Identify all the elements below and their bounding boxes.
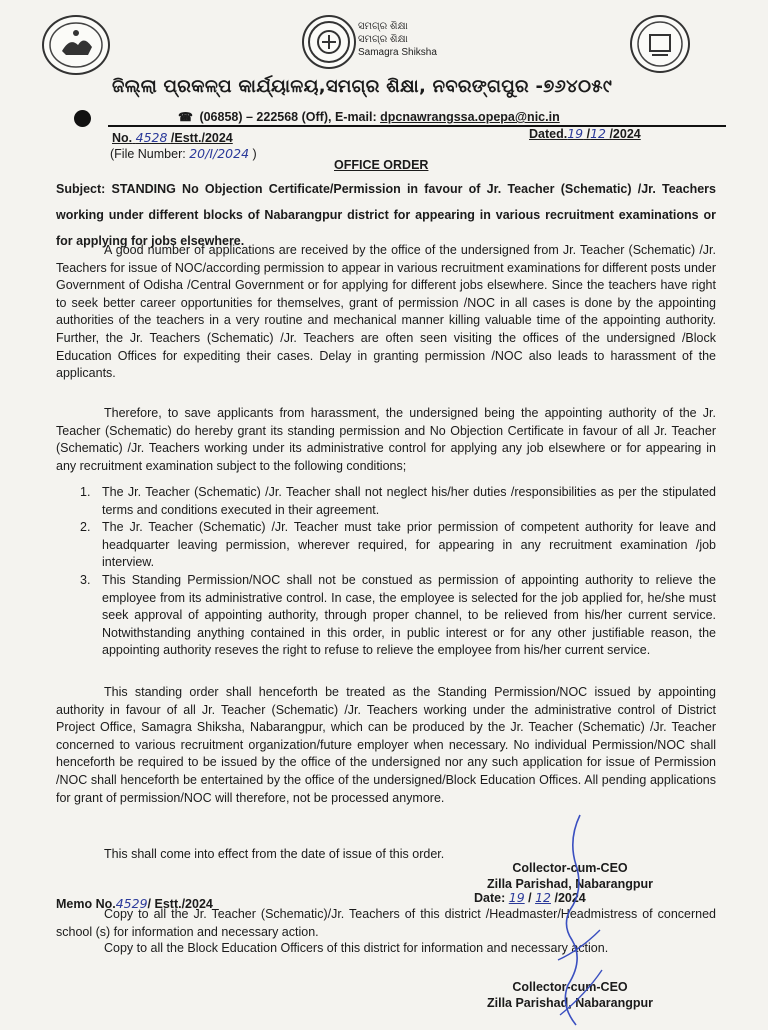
samagra-shiksha-logo-icon: [302, 15, 356, 69]
signatory-designation: Collector-cum-CEO: [512, 980, 628, 994]
condition-text: The Jr. Teacher (Schematic) /Jr. Teacher shall not neglect his/her duties /responsibilities as per the stipulated terms and conditions executed in their agreement.: [102, 485, 716, 517]
signatory-designation: Collector-cum-CEO: [512, 861, 628, 875]
office-name-odia: ଜିଲ୍ଲା ପ୍ରକଳ୍ପ କାର୍ଯ୍ୟାଳୟ,ସମଗ୍ର ଶିକ୍ଷା, ନବରଙ୍ଗପୁର -୭୬୪୦୫୯: [112, 76, 613, 97]
condition-item: [56, 519, 716, 572]
condition-text: This Standing Permission/NOC shall not be constued as permission of appointing authority to relieve the employee from its administrative control. In case, the employee is selected for the job applied for, he/she must seek approval of appointing authority, through proper channel, to be relieved from his/her current service. Notwithstanding anything contained in this order, in public interest or for any other justifiable reason, the appointing authority reseves the right to refuse to relieve the employee from his/her current service.: [102, 572, 716, 658]
odisha-govt-emblem-icon: [42, 15, 110, 75]
signature-block-1: [480, 860, 660, 892]
memo-date-day-handwritten: 19: [508, 890, 525, 905]
memo-date-year: /2024: [554, 891, 586, 905]
brand-english: Samagra Shiksha: [358, 47, 437, 58]
copy-to-beo: Copy to all the Block Education Officers of this district for information and necessary action.: [104, 941, 609, 955]
subject-paragraph: Subject: STANDING No Objection Certificate/Permission in favour of Jr. Teacher (Schematic) /Jr. Teachers working under different blocks of Nabarangpur district for appearing in various recruitment examinations or for applying for jobs elsewhere.: [56, 182, 716, 248]
memo-prefix: Memo No.: [56, 897, 116, 911]
copy-to-teachers: Copy to all the Jr. Teacher (Schematic)/Jr. Teachers of this district /Headmaster/Headmistress of concerned school (s) for information and necessary action.: [56, 907, 716, 939]
opepa-seal-icon: [630, 15, 690, 73]
memo-suffix: / Estt./2024: [147, 897, 213, 911]
memo-date: Date: 19 / 12 /2024: [474, 890, 586, 905]
punch-hole-mark: [74, 110, 91, 127]
dated-prefix: Dated.: [529, 127, 568, 141]
memo-date-prefix: Date:: [474, 891, 506, 905]
memo-date-month-handwritten: 12: [535, 890, 551, 905]
file-number-prefix: (File Number:: [110, 147, 186, 161]
file-number: [110, 146, 257, 161]
body-paragraph-4: This shall come into effect from the date of issue of this order.: [104, 847, 445, 861]
brand-odia-line-2: ସମଗ୍ର ଶିକ୍ଷା: [358, 34, 408, 45]
memo-number-handwritten: 4529: [115, 896, 148, 911]
reference-date: Dated.19 /12 /2024: [529, 126, 641, 141]
contact-email-label: E-mail:: [334, 110, 377, 124]
condition-text: The Jr. Teacher (Schematic) /Jr. Teacher must take prior permission of competent authority for leave and headquarter leaving permission, wherever required, for appearing in any recruitment examination /job interview.: [102, 520, 716, 570]
condition-number: 1.: [80, 485, 91, 499]
contact-line: [178, 110, 560, 124]
brand-block: [358, 20, 437, 59]
body-paragraph-2: Therefore, to save applicants from harassment, the undersigned being the appointing authority of the Jr. Teacher (Schematic) do hereby grant its standing permission and No Objection Certificate in favour of all Jr. Teacher (Schematic) /Jr. Teachers working under its administrative control for applying any job elsewhere or for appearing in any recruitment examination subject to the following conditions;: [56, 406, 716, 473]
dated-day-handwritten: 19: [567, 126, 584, 141]
dated-month-handwritten: 12: [590, 126, 606, 141]
condition-number: 3.: [80, 572, 91, 587]
reference-no-prefix: No.: [112, 131, 133, 145]
reference-no-suffix: /Estt./2024: [170, 131, 233, 145]
contact-phone: (06858) – 222568 (Off),: [199, 110, 332, 124]
body-paragraph-1: A good number of applications are received by the office of the undersigned from Jr. Teacher (Schematic) /Jr. Teachers for issue of NOC/according permission to appear in various recruitment examinations for different posts under Government of Odisha /Central Government or for applying for different jobs elsewhere. Since the teachers have right to seek better career opportunities for themselves, grant of permission /NOC in all cases is done by the appointing authorities of the teachers in a very routine and mechanical manner killing valuable time of the appointing authority. Further, the Jr. Teachers (Schematic) /Jr. Teachers are often seen visiting the offices of the undersigned /Block Education Offices for expediting their cases. Delay in granting permission /NOC also leads to harassment of the applicants.: [56, 243, 716, 381]
file-number-suffix: ): [252, 147, 257, 161]
conditions-list: [56, 484, 716, 660]
reference-number: [112, 130, 233, 145]
signature-block-2: [470, 979, 670, 1011]
contact-email-link[interactable]: dpcnawrangssa.opepa@nic.in: [380, 110, 560, 124]
body-paragraph-3: This standing order shall henceforth be treated as the Standing Permission/NOC issued by appointing authority in favour of all Jr. Teacher (Schematic) /Jr. Teachers working under the administrative control of District Project Office, Samagra Shiksha, Nabarangpur, which can be produced by the Jr. Teacher (Schematic) /Jr. Teacher concerned to various recruitment organization/future employer when necessary. No individual Permission/NOC shall henceforth be required to be issued by the office of the undersigned nor any such application for issue of Permission /NOC shall henceforth be entertained by the office of the undersigned/Block Education Offices. All pending applications for grant of permission/NOC will therefore, not be processed anymore.: [56, 685, 716, 805]
signatory-office: Zilla Parishad, Nabarangpur: [486, 877, 653, 891]
signatory-office: Zilla Parishad, Nabarangpur: [486, 996, 653, 1010]
reference-no-handwritten: 4528: [135, 130, 168, 145]
file-number-handwritten: 20/I/2024: [189, 146, 250, 161]
phone-icon: ☎: [178, 110, 193, 124]
condition-item: [56, 484, 716, 519]
dated-year: /2024: [609, 127, 641, 141]
office-order-title: OFFICE ORDER: [334, 158, 429, 172]
brand-odia-line-1: ସମଗ୍ର ଶିକ୍ଷା: [358, 21, 408, 32]
condition-number: 2.: [80, 520, 91, 535]
condition-item: [56, 572, 716, 660]
